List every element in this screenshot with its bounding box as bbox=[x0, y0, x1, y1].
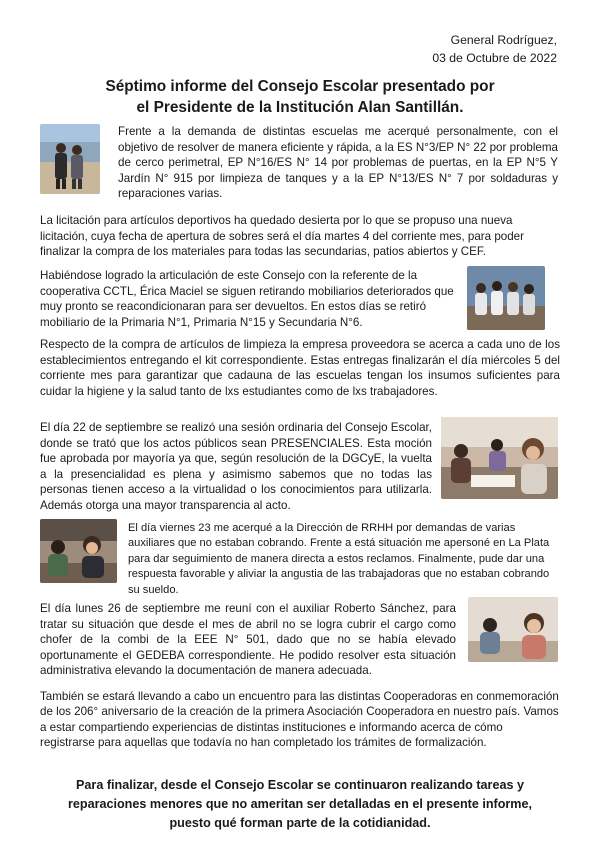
paragraph-school-repairs: Frente a la demanda de distintas escuelas me acerqué personalmente, con el objetivo de resolver de manera eficiente y rápida, a la ES N°3/EP N° 22 por problema de cerco perimetral, EP N°16/ES N° 14 por problemas de puertas, en la EP N°5 Y Jardín N° 915 por limpieza de tanques y a la EP N°13/ES N° 7 por soldaduras y reparaciones varias. bbox=[118, 125, 558, 201]
date-text: 03 de Octubre de 2022 bbox=[432, 51, 557, 65]
paragraph-hr-claims: El día viernes 23 me acerqué a la Dirección de RRHH por demandas de varias auxiliares que no estaban cobrando. Frente a está situación me apersoné en La Plata para dar seguimiento de manera directa a estos reclamos. Finalmente, pude dar una respuesta favorable y aliviar la angustia de las trabajadoras que no estaban cobrando su sueldo. bbox=[128, 522, 550, 596]
photo-driver-meeting-image bbox=[468, 597, 558, 662]
photo-driver-meeting bbox=[468, 597, 558, 662]
closing-statement: Para finalizar, desde el Consejo Escolar se continuaron realizando tareas y reparaciones menores que no ameritan ser detalladas en el presente informe, puesto qué forman parte de la cotidianidad. bbox=[67, 778, 533, 830]
photo-visit-schools-image bbox=[40, 124, 100, 194]
paragraph-council-session: El día 22 de septiembre se realizó una sesión ordinaria del Consejo Escolar, donde se trató que los actos públicos sean PRESENCIALES. Esta moción fue aprobada por mayoría ya que, según resolución de la DGCyE, la vuelta a la presencialidad es plena y asimismo sabemos que no todas las personas tienen acceso a la virtualidad o los conocimientos para utilizarla. Además otorga una mayor transparencia al acto. bbox=[40, 421, 432, 512]
report-title bbox=[40, 76, 560, 118]
photo-hr-meeting bbox=[40, 519, 117, 583]
paragraph-cleaning-supplies: Respecto de la compra de artículos de limpieza la empresa proveedora se acerca a cada uno de los establecimientos entregando el kit correspondiente. Estas entregas finalizarán el día miércoles 5 del corriente mes para garantizar que cadauna de las escuelas tengan los insumos suficientes para cuidar la higiene y la salud tanto de lxs estudiantes como de lxs trabajadores. bbox=[40, 338, 560, 398]
paragraph-driver-position: El día lunes 26 de septiembre me reuní con el auxiliar Roberto Sánchez, para tratar su situación que desde el mes de abril no se logra cubrir el cargo como chofer de la combi de la EEE N° 501, dado que no se había elevado oportunamente el GEDEBA correspondiente. He podido resolver esta situación administrativa elevando la documentación de manera adecuada. bbox=[40, 602, 456, 678]
photo-cooperative-group-image bbox=[467, 266, 545, 330]
photo-council-session bbox=[441, 417, 558, 499]
place-and-date bbox=[432, 31, 557, 67]
title-line-2: el Presidente de la Institución Alan Santillán. bbox=[136, 99, 464, 116]
photo-cooperative-group bbox=[467, 266, 545, 330]
photo-hr-meeting-image bbox=[40, 519, 117, 583]
paragraph-cooperative-furniture: Habiéndose logrado la articulación de este Consejo con la referente de la cooperativa CCTL, Érica Maciel se siguen retirando mobiliarios deteriorados que muy pronto se reacondicionaran para ser devueltos. En estos días se retiró mobiliario de la Primaria N°1, Primaria N°15 y Secundaria N°6. bbox=[40, 269, 454, 329]
place-text: General Rodríguez, bbox=[450, 33, 557, 47]
photo-visit-schools bbox=[40, 124, 100, 194]
paragraph-cooperatives-meeting: También se estará llevando a cabo un encuentro para las distintas Cooperadoras en conmemoración de los 206° aniversario de la creación de la primera Asociación Cooperadora en nuestro país. Vamos a estar compartiendo experiencias de distintas instituciones e informando acerca de cómo registrarse para aquellas que todavía no han completado los trámites de formalización. bbox=[40, 690, 559, 750]
photo-council-session-image bbox=[441, 417, 558, 499]
title-line-1: Séptimo informe del Consejo Escolar presentado por bbox=[105, 78, 495, 95]
paragraph-sports-tender: La licitación para artículos deportivos ha quedado desierta por lo que se propuso una nueva licitación, cuya fecha de apertura de sobres será el día martes 4 del corriente mes, para poder finalizar la compra de los materiales para todas las secundarias, patios abiertos y CEF. bbox=[40, 214, 524, 259]
